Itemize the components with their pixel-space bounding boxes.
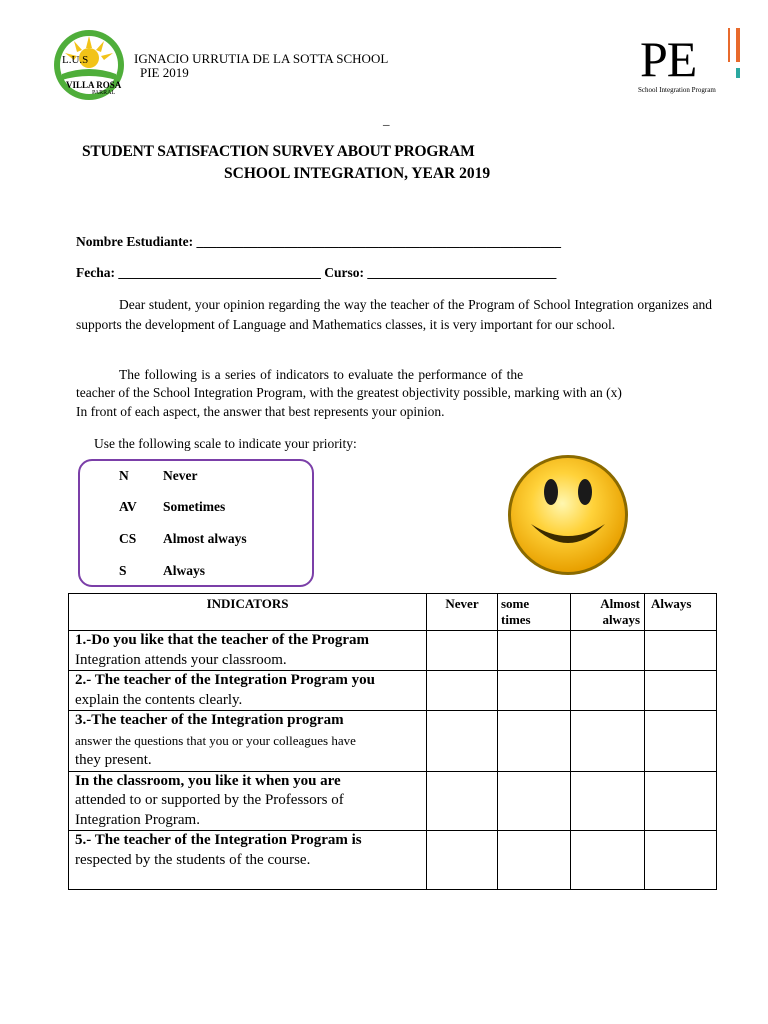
scale-code: N xyxy=(119,468,129,483)
answer-cell-never[interactable] xyxy=(427,671,498,711)
scale-label: Sometimes xyxy=(163,499,226,514)
student-name-field[interactable]: Nombre Estudiante: ______________________________________________________ xyxy=(76,234,562,249)
pie-logo-text: PE xyxy=(640,31,697,87)
instructions-line-3: In front of each aspect, the answer that best represents your opinion. xyxy=(76,404,445,419)
scale-intro: Use the following scale to indicate your priority: xyxy=(94,436,357,451)
pie-logo xyxy=(632,26,742,102)
indicator-text: 2.- The teacher of the Integration Program you explain the contents clearly. xyxy=(69,671,427,711)
logo-text-top: L.U.S xyxy=(62,54,89,66)
scale-code: S xyxy=(119,563,127,578)
answer-cell-sometimes[interactable] xyxy=(498,631,571,671)
answer-cell-sometimes[interactable] xyxy=(498,711,571,772)
answer-cell-sometimes[interactable] xyxy=(498,771,571,831)
header-never: Never xyxy=(427,594,498,631)
instructions-line-1: The following is a series of indicators to evaluate the performance of the xyxy=(119,367,524,382)
answer-cell-almost-always[interactable] xyxy=(571,671,645,711)
school-name: IGNACIO URRUTIA DE LA SOTTA SCHOOL xyxy=(134,51,389,66)
indicator-text: In the classroom, you like it when you are attended to or supported by the Professors of Integration Program. xyxy=(69,771,427,831)
answer-cell-never[interactable] xyxy=(427,771,498,831)
header-sometimes: some times xyxy=(498,594,571,631)
indicator-text: 5.- The teacher of the Integration Program is respected by the students of the course. xyxy=(69,831,427,890)
intro-paragraph: Dear student, your opinion regarding the way the teacher of the Program of School Integration organizes and supports the development of Language and Mathematics classes, it is very important for our school. xyxy=(76,297,712,332)
header-indicators: INDICATORS xyxy=(69,594,427,631)
instructions-line-2: teacher of the School Integration Program, with the greatest objectivity possible, marking with an (x) xyxy=(76,385,622,400)
table-row xyxy=(69,671,717,711)
scale-code: AV xyxy=(119,499,137,514)
logo-accent-bar xyxy=(728,28,730,62)
table-row xyxy=(69,831,717,890)
logo-accent-bar xyxy=(736,28,740,62)
header-always: Always xyxy=(645,594,717,631)
logo-accent-bar xyxy=(736,68,740,78)
scale-label: Never xyxy=(163,468,198,483)
answer-cell-never[interactable] xyxy=(427,831,498,890)
indicator-text: 1.-Do you like that the teacher of the Program Integration attends your classroom. xyxy=(69,631,427,671)
scale-label: Almost always xyxy=(163,531,247,546)
survey-table xyxy=(68,593,717,890)
smiley-face-icon xyxy=(505,452,631,578)
answer-cell-always[interactable] xyxy=(645,831,717,890)
separator-dash: _ xyxy=(383,112,390,127)
answer-cell-almost-always[interactable] xyxy=(571,831,645,890)
answer-cell-sometimes[interactable] xyxy=(498,831,571,890)
survey-title-line-1: STUDENT SATISFACTION SURVEY ABOUT PROGRAM xyxy=(82,143,475,160)
table-row xyxy=(69,771,717,831)
answer-cell-almost-always[interactable] xyxy=(571,771,645,831)
scale-label: Always xyxy=(163,563,206,578)
table-row xyxy=(69,631,717,671)
answer-cell-almost-always[interactable] xyxy=(571,631,645,671)
logo-text-bot: PARRAL xyxy=(92,90,116,96)
pie-logo-caption: School Integration Program xyxy=(638,86,716,94)
answer-cell-never[interactable] xyxy=(427,631,498,671)
answer-cell-never[interactable] xyxy=(427,711,498,772)
header-almost-always: Almost always xyxy=(571,594,645,631)
pie-year: PIE 2019 xyxy=(140,65,189,80)
date-course-field[interactable]: Fecha: ______________________________ Curso: ____________________________ xyxy=(76,265,557,280)
answer-cell-always[interactable] xyxy=(645,771,717,831)
school-logo xyxy=(52,28,126,102)
answer-cell-always[interactable] xyxy=(645,671,717,711)
answer-cell-always[interactable] xyxy=(645,711,717,772)
answer-cell-almost-always[interactable] xyxy=(571,711,645,772)
table-row xyxy=(69,711,717,772)
answer-cell-always[interactable] xyxy=(645,631,717,671)
answer-cell-sometimes[interactable] xyxy=(498,671,571,711)
logo-text-mid: VILLA ROSA xyxy=(66,80,122,90)
survey-title-line-2: SCHOOL INTEGRATION, YEAR 2019 xyxy=(224,165,491,182)
scale-code: CS xyxy=(119,531,137,546)
indicator-text: 3.-The teacher of the Integration program answer the questions that you or your colleagues have they present. xyxy=(69,711,427,772)
